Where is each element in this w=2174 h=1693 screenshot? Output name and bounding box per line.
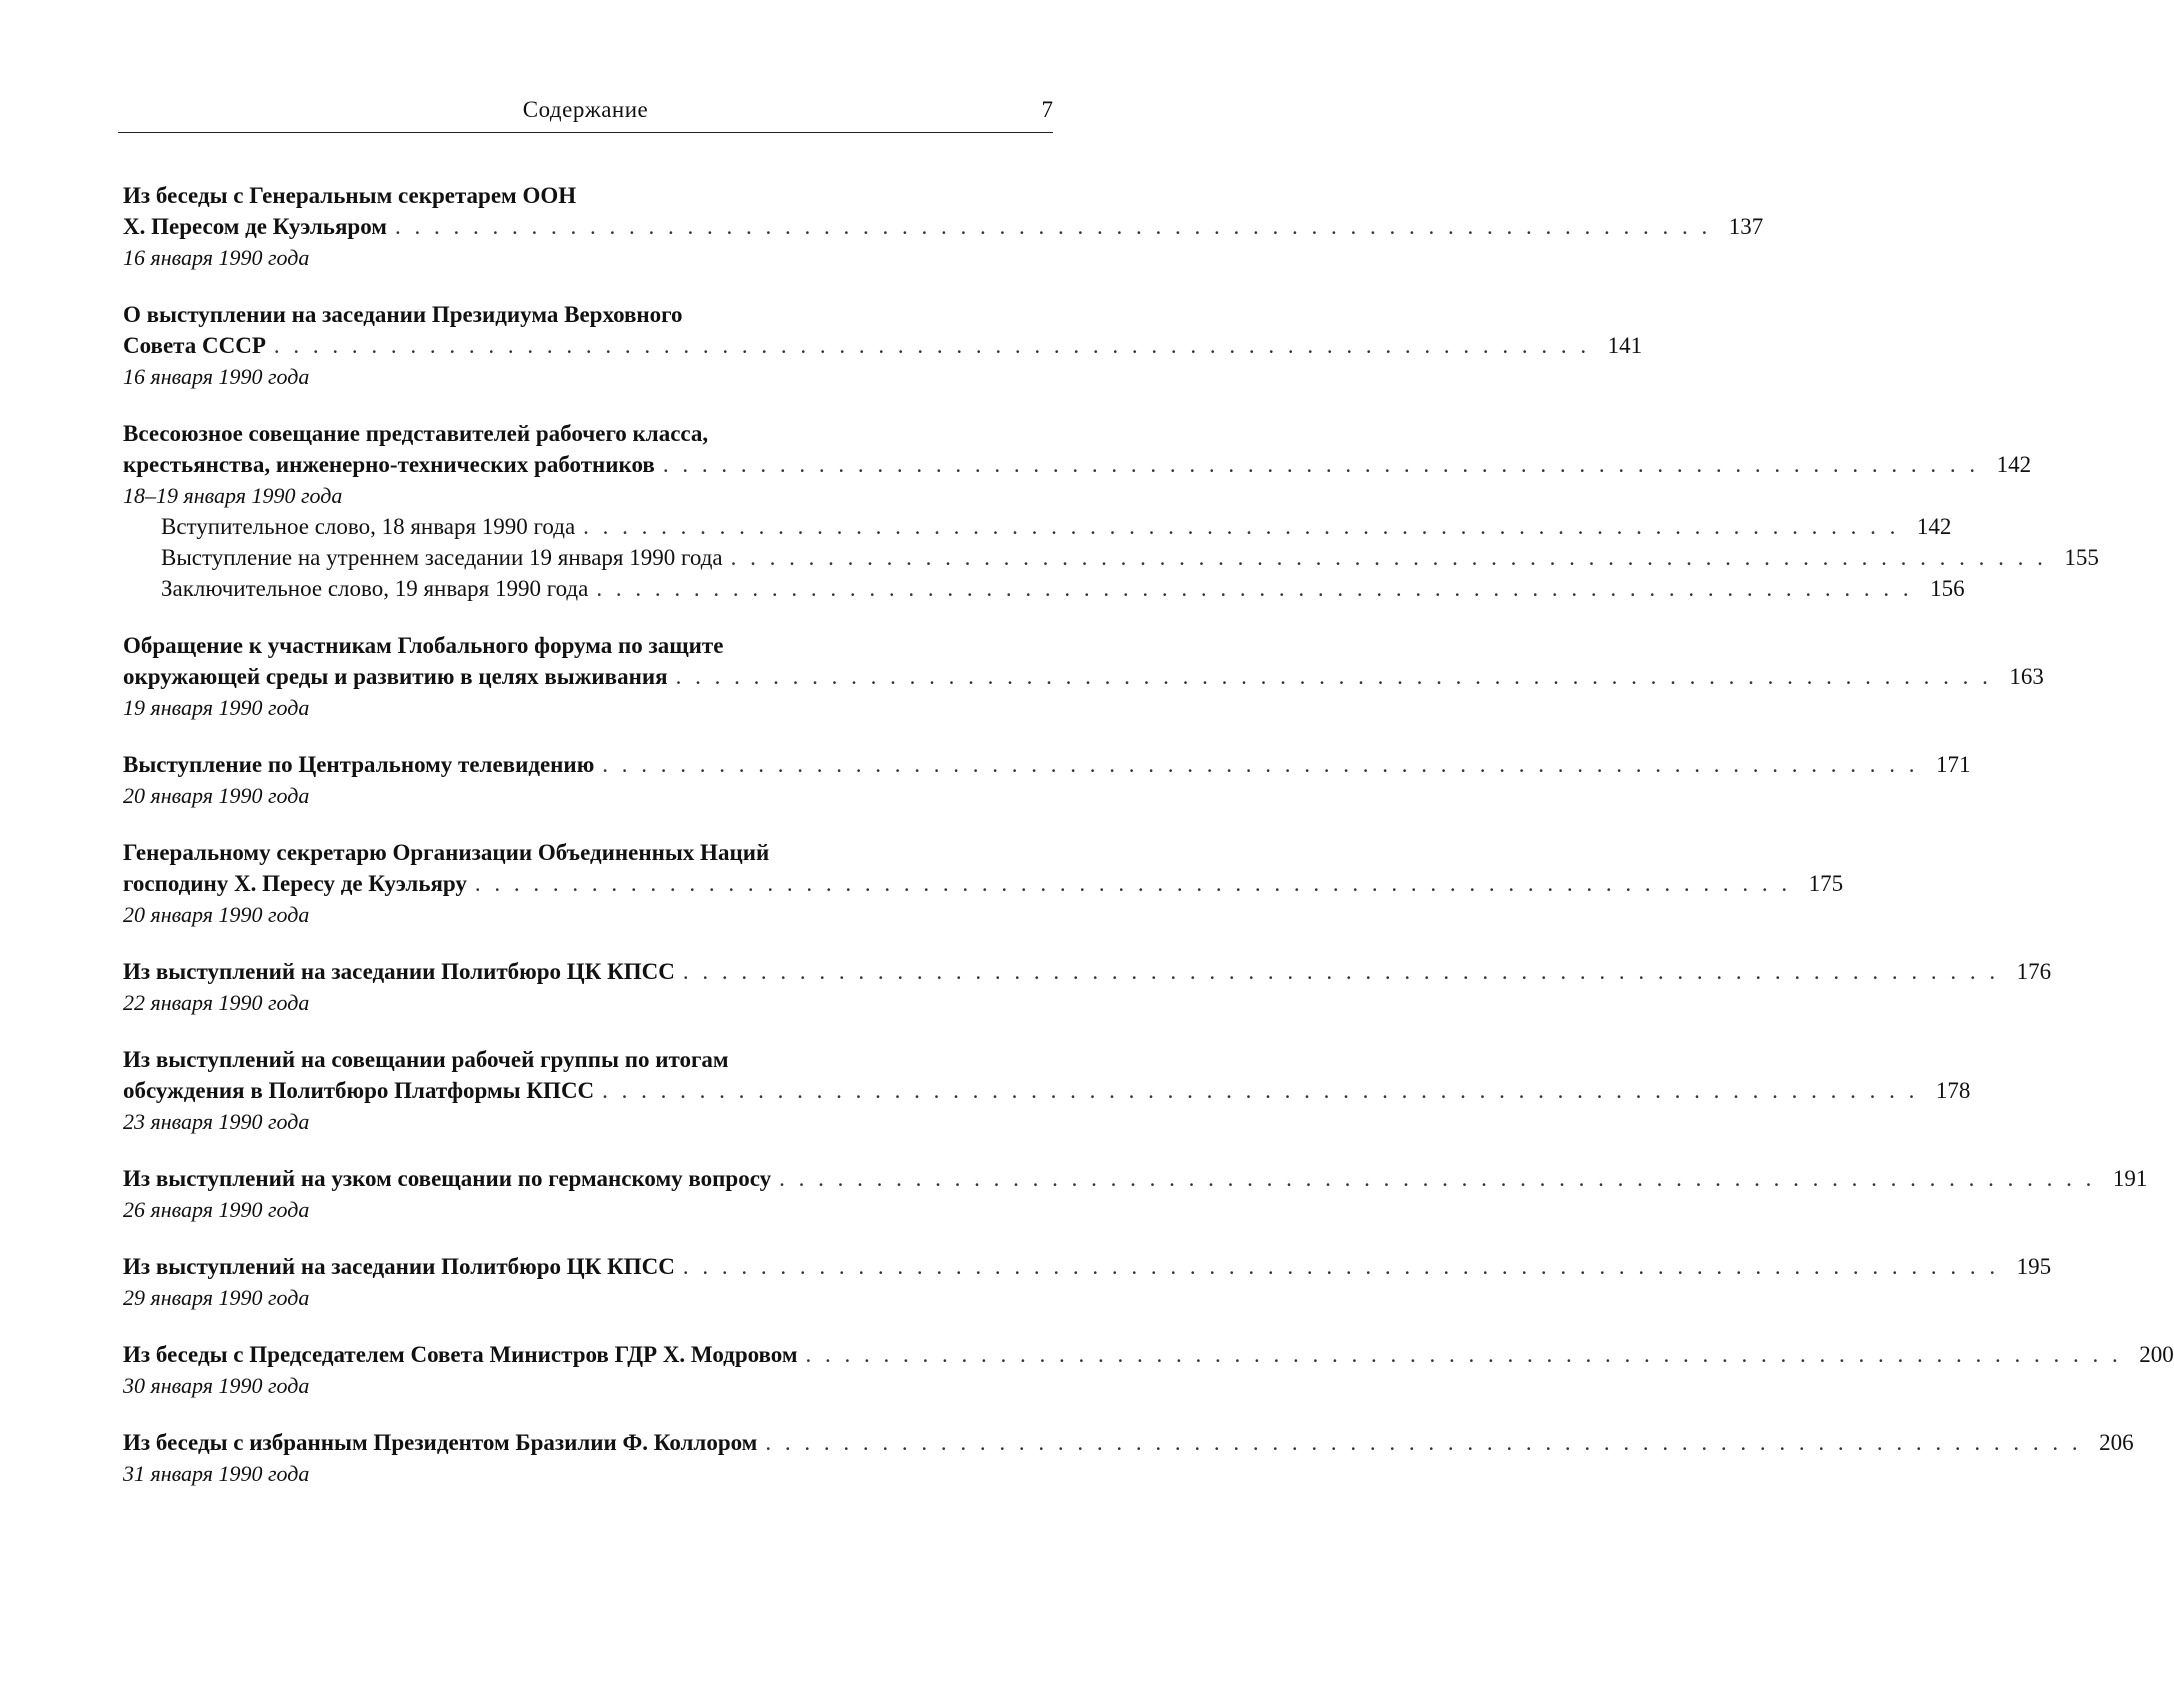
toc-entry-title-text: окружающей среды и развитию в целях выживания [123,664,668,689]
toc-entry-title-text: Из выступлений на заседании Политбюро ЦК КПСС [123,959,675,984]
dot-leader: . . . . . . . . . . . . . . . . . . . . . . . . . . . . . . . . . . . . . . . . . . . . . . . . . . . . . . . . . . . . . . . . . . . . [394,214,1712,239]
dot-leader: . . . . . . . . . . . . . . . . . . . . . . . . . . . . . . . . . . . . . . . . . . . . . . . . . . . . . . . . . . . . . . . . . . . . [682,959,2000,984]
dot-leader: . . . . . . . . . . . . . . . . . . . . . . . . . . . . . . . . . . . . . . . . . . . . . . . . . . . . . . . . . . . . . . . . . . . . [730,545,2047,570]
toc-entry [123,1163,2148,1225]
toc-entry-title-line [123,1044,975,1075]
dot-leader: . . . . . . . . . . . . . . . . . . . . . . . . . . . . . . . . . . . . . . . . . . . . . . . . . . . . . . . . . . . . . . . . . . . . [602,1078,1919,1103]
toc-entry [123,1044,1971,1137]
toc-entry-page: 191 [2112,1166,2148,1191]
toc-subentry-page: 156 [1930,576,1965,601]
toc-entry-page: 142 [1996,452,2032,477]
toc-entry-page: 175 [1808,871,1844,896]
toc-entry-date: 19 января 1990 года [123,695,310,720]
toc-entry-page: 200 [2139,1342,2174,1367]
toc-entry-title-last-line [123,661,2044,692]
header-rule [118,132,1053,133]
toc-entry [123,749,1971,811]
toc-entry-date: 16 января 1990 года [123,364,310,389]
toc-entry-page: 141 [1607,333,1643,358]
dot-leader: . . . . . . . . . . . . . . . . . . . . . . . . . . . . . . . . . . . . . . . . . . . . . . . . . . . . . . . . . . . . . . . . . . . . [675,664,1992,689]
toc-entry-title-text: О выступлении на заседании Президиума Верховного [123,302,683,327]
toc-entry-date: 23 января 1990 года [123,1109,310,1134]
toc-entry-title-text: Х. Пересом де Куэльяром [123,214,387,239]
toc-subentry-page: 142 [1916,514,1952,539]
toc-entry-title-text: Всесоюзное совещание представителей рабочего класса, [123,421,709,446]
toc-subentry [123,573,1965,604]
toc-entry-page: 176 [2016,959,2052,984]
toc-entry-page: 137 [1728,214,1764,239]
running-header-title: Содержание [522,97,649,122]
toc-entry [123,1251,2052,1313]
toc-entry-title-text: Из беседы с Генеральным секретарем ООН [123,183,577,208]
toc-entry-date: 18–19 января 1990 года [123,483,343,508]
toc-entry-page: 178 [1935,1078,1971,1103]
toc-entry-date: 20 января 1990 года [123,783,310,808]
dot-leader: . . . . . . . . . . . . . . . . . . . . . . . . . . . . . . . . . . . . . . . . . . . . . . . . . . . . . . . . . . . . . . . . . . . . [583,514,1900,539]
toc-entry-title-last-line [123,956,2052,987]
toc-entry-title-line [123,630,975,661]
table-of-contents [123,180,2174,1515]
toc-entry-title-text: Из выступлений на узком совещании по германскому вопросу [123,1166,772,1191]
dot-leader: . . . . . . . . . . . . . . . . . . . . . . . . . . . . . . . . . . . . . . . . . . . . . . . . . . . . . . . . . . . . . . . . . . . . [805,1342,2122,1367]
toc-entry-title-text: Из выступлений на совещании рабочей группы по итогам [123,1047,729,1072]
toc-entry-title-line [123,418,975,449]
toc-subentry [123,511,1952,542]
toc-entry-title-line [123,180,975,211]
toc-entry-date: 26 января 1990 года [123,1197,310,1222]
toc-entry-date: 31 января 1990 года [123,1461,310,1486]
toc-entry-title-last-line [123,1163,2148,1194]
toc-entry [123,180,1764,273]
toc-entry-title-last-line [123,1251,2052,1282]
dot-leader: . . . . . . . . . . . . . . . . . . . . . . . . . . . . . . . . . . . . . . . . . . . . . . . . . . . . . . . . . . . . . . . . . . . . [602,752,1919,777]
dot-leader: . . . . . . . . . . . . . . . . . . . . . . . . . . . . . . . . . . . . . . . . . . . . . . . . . . . . . . . . . . . . . . . . . . . . [596,576,1913,601]
toc-entry-page: 206 [2099,1430,2134,1455]
toc-entry-date: 20 января 1990 года [123,902,310,927]
dot-leader: . . . . . . . . . . . . . . . . . . . . . . . . . . . . . . . . . . . . . . . . . . . . . . . . . . . . . . . . . . . . . . . . . . . . [273,333,1591,358]
dot-leader: . . . . . . . . . . . . . . . . . . . . . . . . . . . . . . . . . . . . . . . . . . . . . . . . . . . . . . . . . . . . . . . . . . . . [682,1254,2000,1279]
dot-leader: . . . . . . . . . . . . . . . . . . . . . . . . . . . . . . . . . . . . . . . . . . . . . . . . . . . . . . . . . . . . . . . . . . . . [779,1166,2096,1191]
toc-entry-title-text: Из беседы с Председателем Совета Министров ГДР Х. Модровом [123,1342,798,1367]
toc-entry-title-text: Из выступлений на заседании Политбюро ЦК КПСС [123,1254,675,1279]
dot-leader: . . . . . . . . . . . . . . . . . . . . . . . . . . . . . . . . . . . . . . . . . . . . . . . . . . . . . . . . . . . . . . . . . . . . [662,452,1980,477]
toc-entry-title-last-line [123,1339,2174,1370]
toc-entry [123,418,2099,604]
toc-entry-title-last-line [123,211,1764,242]
toc-entry-title-text: Генеральному секретарю Организации Объединенных Наций [123,840,770,865]
toc-entry-title-text: Обращение к участникам Глобального форума по защите [123,633,724,658]
running-header [118,97,1053,133]
toc-entry-title-text: крестьянства, инженерно-технических работников [123,452,655,477]
toc-entry [123,299,1643,392]
toc-entry-date: 30 января 1990 года [123,1373,310,1398]
toc-entry-title-last-line [123,449,2032,480]
toc-subentry-page: 155 [2064,545,2099,570]
toc-entry-title-text: Выступление по Центральному телевидению [123,752,595,777]
toc-entry-title-text: господину Х. Пересу де Куэльяру [123,871,467,896]
toc-entry-title-last-line [123,749,1971,780]
dot-leader: . . . . . . . . . . . . . . . . . . . . . . . . . . . . . . . . . . . . . . . . . . . . . . . . . . . . . . . . . . . . . . . . . . . . [474,871,1792,896]
toc-entry-title-text: Совета СССР [123,333,266,358]
toc-entry-title-text: Из беседы с избранным Президентом Бразилии Ф. Коллором [123,1430,758,1455]
toc-subentry-text: Заключительное слово, 19 января 1990 года [161,576,589,601]
toc-subentry-text: Вступительное слово, 18 января 1990 года [161,514,576,539]
toc-subentry [123,542,2099,573]
toc-entry-title-last-line [123,868,1844,899]
toc-entry-date: 16 января 1990 года [123,245,310,270]
toc-entry-page: 171 [1936,752,1971,777]
toc-entry [123,837,1844,930]
toc-entry-title-last-line [123,330,1643,361]
toc-entry [123,1339,2174,1401]
toc-entry-date: 29 января 1990 года [123,1285,310,1310]
toc-entry-page: 163 [2009,664,2044,689]
dot-leader: . . . . . . . . . . . . . . . . . . . . . . . . . . . . . . . . . . . . . . . . . . . . . . . . . . . . . . . . . . . . . . . . . . . . [765,1430,2082,1455]
toc-entry-date: 22 января 1990 года [123,990,310,1015]
toc-entry [123,630,2044,723]
toc-entry-title-line [123,837,975,868]
toc-subentry-text: Выступление на утреннем заседании 19 января 1990 года [161,545,723,570]
toc-entry-title-line [123,299,975,330]
toc-entry-title-last-line [123,1427,2134,1458]
toc-entry-page: 195 [2016,1254,2052,1279]
toc-entry [123,1427,2134,1489]
toc-entry [123,956,2052,1018]
toc-entry-title-text: обсуждения в Политбюро Платформы КПСС [123,1078,595,1103]
page-number: 7 [1041,97,1053,122]
toc-entry-title-last-line [123,1075,1971,1106]
